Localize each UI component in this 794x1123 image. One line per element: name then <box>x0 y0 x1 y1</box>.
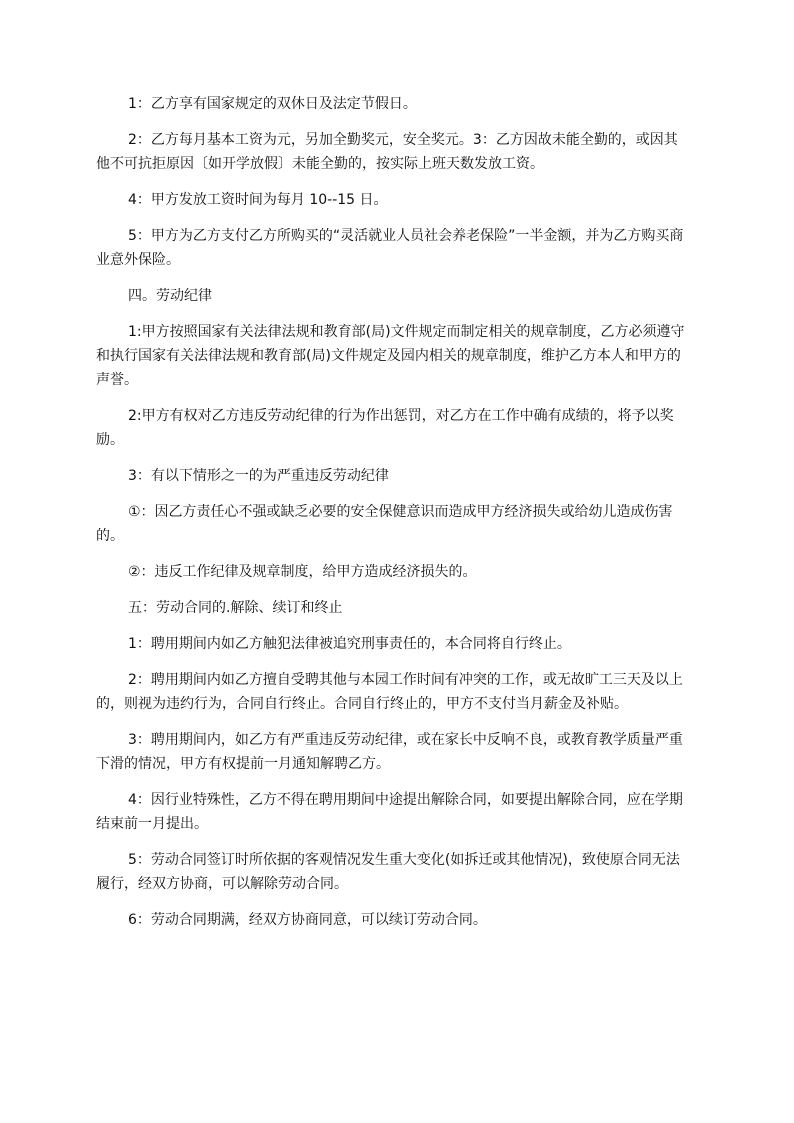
paragraph-dismissal-notice: 3：聘用期间内，如乙方有严重违反劳动纪律，或在家长中反响不良，或教育教学质量严重下滑的情况，甲方有权提前一月通知解聘乙方。 <box>96 732 683 772</box>
paragraph-rest-days: 1：乙方享有国家规定的双休日及法定节假日。 <box>128 96 417 112</box>
paragraph-violation-item-1: ①：因乙方责任心不强或缺乏必要的安全保健意识而造成甲方经济损失或给幼儿造成伤害的。 <box>96 504 673 544</box>
paragraph-contract-renewal: 6：劳动合同期满，经双方协商同意，可以续订劳动合同。 <box>128 912 487 928</box>
paragraph-criminal-liability: 1：聘用期间内如乙方触犯法律被追究刑事责任的，本合同将自行终止。 <box>128 636 571 652</box>
paragraph-violation-item-2: ②：违反工作纪律及规章制度，给甲方造成经济损失的。 <box>128 564 477 580</box>
paragraph-serious-violations: 3：有以下情形之一的为严重违反劳动纪律 <box>128 468 389 484</box>
paragraph-major-changes: 5：劳动合同签订时所依据的客观情况发生重大变化(如拆迁或其他情况)，致使原合同无法履行，经双方协商，可以解除劳动合同。 <box>96 852 680 892</box>
paragraph-insurance: 5：甲方为乙方支付乙方所购买的“灵活就业人员社会养老保险”一半金额，并为乙方购买商业意外保险。 <box>96 228 684 268</box>
paragraph-payday: 4：甲方发放工资时间为每月 10--15 日。 <box>128 192 388 208</box>
section-heading-labor-discipline: 四。劳动纪律 <box>128 288 212 304</box>
section-heading-contract-termination: 五：劳动合同的.解除、续订和终止 <box>128 600 343 616</box>
paragraph-rewards-penalties: 2:甲方有权对乙方违反劳动纪律的行为作出惩罚，对乙方在工作中确有成绩的，将予以奖励。 <box>96 408 674 448</box>
paragraph-conflicting-employment: 2：聘用期间内如乙方擅自受聘其他与本园工作时间有冲突的工作，或无故旷工三天及以上的，则视为违约行为，合同自行终止。合同自行终止的，甲方不支付当月薪金及补贴。 <box>96 672 683 712</box>
paragraph-rules-compliance: 1:甲方按照国家有关法律法规和教育部(局)文件规定而制定相关的规章制度，乙方必须遵守和执行国家有关法律法规和教育部(局)文件规定及园内相关的规章制度，维护乙方本人和甲方的声誉。 <box>96 324 685 388</box>
paragraph-early-termination: 4：因行业特殊性，乙方不得在聘用期间中途提出解除合同，如要提出解除合同，应在学期结束前一月提出。 <box>96 792 683 832</box>
paragraph-salary-attendance: 2：乙方每月基本工资为元，另加全勤奖元，安全奖元。3：乙方因故未能全勤的，或因其他不可抗拒原因〔如开学放假〕未能全勤的，按实际上班天数发放工资。 <box>96 132 678 172</box>
